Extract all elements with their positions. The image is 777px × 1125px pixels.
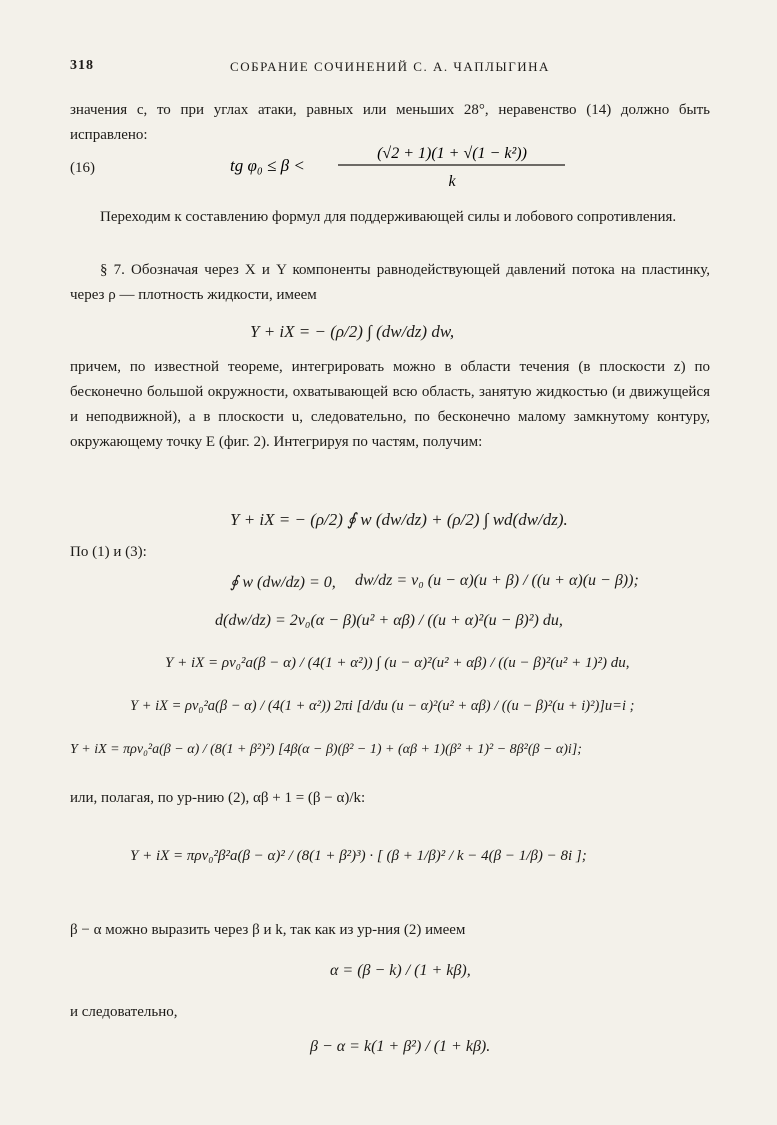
paragraph-5: По (1) и (3):: [70, 544, 147, 560]
paragraph-1: значения c, то при углах атаки, равных или меньших 28°, неравенство (14) должно быть исправлено:: [70, 102, 710, 143]
equation-differential: d(dw/dz) = 2v₀(α − β)(u² + αβ) / ((u + α)²(u − β)²) du,: [215, 612, 563, 629]
paragraph-8: и следовательно,: [70, 1004, 178, 1020]
equation-force-final: Y + iX = πρv₀²β²a(β − α)² / (8(1 + β²)³) · [ (β + 1/β)² / k − 4(β − 1/β) − 8i ];: [130, 848, 587, 864]
equation-16-lhs: tg φ₀ ≤ β <: [230, 156, 305, 175]
equation-force-expanded: Y + iX = ρv₀²a(β − α) / (4(1 + α²)) ∫ (u − α)²(u² + αβ) / ((u − β)²(u² + 1)²) du,: [165, 655, 630, 671]
page-number: 318: [70, 58, 94, 73]
paragraph-3: § 7. Обозначая через X и Y компоненты равнодействующей давлений потока на пластинку, через ρ — плотность жидкости, имеем: [70, 262, 710, 303]
equation-alpha: α = (β − k) / (1 + kβ),: [330, 962, 471, 979]
equation-16: [230, 138, 590, 198]
equation-beta-minus-alpha: β − α = k(1 + β²) / (1 + kβ).: [310, 1038, 491, 1055]
equation-16-label: (16): [70, 160, 95, 176]
paragraph-2: Переходим к составлению формул для поддерживающей силы и лобового сопротивления.: [100, 209, 677, 225]
equation-integration-by-parts: Y + iX = − (ρ/2) ∮ w (dw/dz) + (ρ/2) ∫ wd(dw/dz).: [230, 510, 568, 529]
paragraph-4: причем, по известной теореме, интегрировать можно в области течения (в плоскости z) по бесконечно большой окружности, охватывающей всю область, занятую жидкостью (и движущейся и неподвижной), а в плоскости u, следовательно, по бесконечно малому замкнутому контуру, окружающему точку E (фиг. 2). Интегрируя по частям, получим:: [70, 359, 710, 450]
equation-force-result: Y + iX = πρv₀²a(β − α) / (8(1 + β²)²) [4β(α − β)(β² − 1) + (αβ + 1)(β² + 1)² − 8β²(β − α)i];: [70, 742, 582, 757]
paragraph-7: β − α можно выразить через β и k, так как из ур-ния (2) имеем: [70, 922, 466, 938]
running-title: СОБРАНИЕ СОЧИНЕНИЙ С. А. ЧАПЛЫГИНА: [230, 59, 550, 74]
equation-16-denominator: k: [448, 173, 456, 190]
running-header: [70, 58, 710, 78]
equation-contour-zero: ∮ w (dw/dz) = 0,: [230, 574, 336, 591]
paragraph-6: или, полагая, по ур-нию (2), αβ + 1 = (β − α)/k:: [70, 790, 366, 806]
equation-dw-dz: dw/dz = v₀ (u − α)(u + β) / ((u + α)(u − β));: [355, 572, 639, 589]
equation-16-numerator: (√2 + 1)(1 + √(1 − k²)): [377, 145, 527, 162]
equation-force-integral: Y + iX = − (ρ/2) ∫ (dw/dz) dw,: [250, 322, 455, 341]
equation-residue: Y + iX = ρv₀²a(β − α) / (4(1 + α²)) 2πi [d/du (u − α)²(u² + αβ) / ((u − β)²(u + i)²)]u=i ;: [130, 698, 635, 714]
